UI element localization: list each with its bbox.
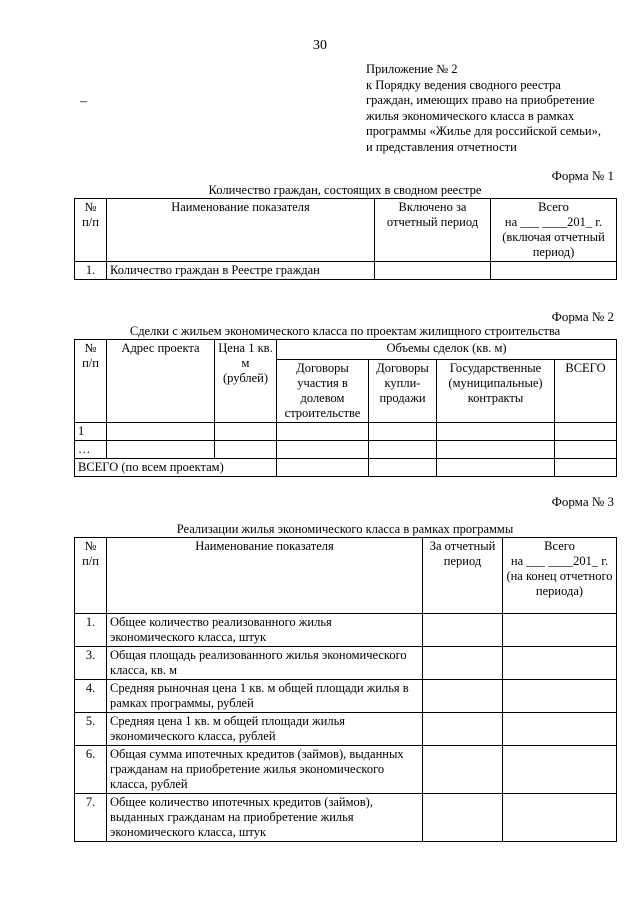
appendix-heading <box>366 62 624 155</box>
row-cell <box>277 423 369 441</box>
row-cell <box>423 794 503 842</box>
row-num: 5. <box>75 713 107 746</box>
row-name: Количество граждан в Реестре граждан <box>107 262 375 280</box>
form1-header-row <box>75 199 617 262</box>
row-num: 3. <box>75 647 107 680</box>
form1-total-date: на ___ ____201_ г. <box>504 215 603 229</box>
row-cell <box>369 423 437 441</box>
form2-col-total: ВСЕГО <box>555 360 617 423</box>
table-row <box>75 713 617 746</box>
form1-total-note: (включая отчетный период) <box>502 230 605 259</box>
row-cell <box>503 647 617 680</box>
appendix-line: граждан, имеющих право на приобретение <box>366 93 595 107</box>
row-cell <box>503 614 617 647</box>
row-cell <box>423 746 503 794</box>
form1-title: Количество граждан, состоящих в сводном реестре <box>208 183 482 197</box>
form3-total-label: Всего <box>544 539 575 553</box>
form2-col-state-contracts: Государственные (муниципальные) контракты <box>437 360 555 423</box>
form3-col-name: Наименование показателя <box>107 538 423 614</box>
form1-col-name: Наименование показателя <box>107 199 375 262</box>
row-cell <box>437 459 555 477</box>
row-cell <box>277 441 369 459</box>
form1-col-included: Включено за отчетный период <box>375 199 491 262</box>
row-cell <box>503 746 617 794</box>
form3-title: Реализации жилья экономического класса в рамках программы <box>176 522 514 536</box>
form2-col-contracts-sale: Договоры купли-продажи <box>369 360 437 423</box>
row-num: 1 <box>75 423 107 441</box>
form3-total-date: на ___ ____201_ г. <box>510 554 609 568</box>
table-row <box>75 680 617 713</box>
form3-col-total <box>503 538 617 614</box>
row-num: 1. <box>75 262 107 280</box>
form2-col-volumes: Объемы сделок (кв. м) <box>277 340 617 360</box>
form3-label: Форма № 3 <box>551 494 614 509</box>
form2-title: Сделки с жильем экономического класса по проектам жилищного строительства <box>129 324 561 338</box>
row-cell <box>437 441 555 459</box>
row-cell <box>369 441 437 459</box>
row-name: Общая сумма ипотечных кредитов (займов), выданных гражданам на приобретение жилья экономического класса, рублей <box>107 746 423 794</box>
row-cell <box>423 614 503 647</box>
row-num: 4. <box>75 680 107 713</box>
form3-col-num: № п/п <box>75 538 107 614</box>
form3-total-note: (на конец отчетного периода) <box>506 569 613 598</box>
row-cell <box>555 423 617 441</box>
row-cell <box>437 423 555 441</box>
form3-header-row <box>75 538 617 614</box>
row-cell <box>555 459 617 477</box>
row-cell <box>107 423 215 441</box>
appendix-line: Приложение № 2 <box>366 62 458 76</box>
appendix-line: к Порядку ведения сводного реестра <box>366 77 561 92</box>
form1-label: Форма № 1 <box>551 168 614 183</box>
table-row <box>75 262 617 280</box>
row-cell <box>107 441 215 459</box>
form2-col-address: Адрес проекта <box>107 340 215 423</box>
form1-table <box>74 198 617 280</box>
appendix-line: программы «Жилье для российской семьи», <box>366 124 601 138</box>
row-name: Общее количество реализованного жилья экономического класса, штук <box>107 614 423 647</box>
row-cell <box>423 680 503 713</box>
form2-total-row <box>75 459 617 477</box>
form1-total-label: Всего <box>538 200 569 214</box>
form2-col-contracts-shared: Договоры участия в долевом строительстве <box>277 360 369 423</box>
row-cell <box>503 794 617 842</box>
form1-col-total <box>491 199 617 262</box>
row-cell <box>423 713 503 746</box>
table-row <box>75 614 617 647</box>
form2-header-row <box>75 340 617 360</box>
table-row <box>75 647 617 680</box>
row-cell <box>555 441 617 459</box>
form2-col-num: № п/п <box>75 340 107 423</box>
form2-table <box>74 339 617 477</box>
row-num: 6. <box>75 746 107 794</box>
appendix-line: и представления отчетности <box>366 139 517 154</box>
row-cell <box>277 459 369 477</box>
row-name: Средняя рыночная цена 1 кв. м общей площади жилья в рамках программы, рублей <box>107 680 423 713</box>
row-name: Средняя цена 1 кв. м общей площади жилья экономического класса, рублей <box>107 713 423 746</box>
row-cell-total <box>491 262 617 280</box>
table-row <box>75 423 617 441</box>
table-row <box>75 441 617 459</box>
table-row <box>75 746 617 794</box>
row-name: Общее количество ипотечных кредитов (займов), выданных гражданам на приобретение жилья экономического класса, штук <box>107 794 423 842</box>
row-num: 7. <box>75 794 107 842</box>
row-cell <box>423 647 503 680</box>
row-cell <box>215 441 277 459</box>
margin-mark: – <box>80 94 87 109</box>
row-cell-included <box>375 262 491 280</box>
row-cell <box>503 713 617 746</box>
row-name: Общая площадь реализованного жилья экономического класса, кв. м <box>107 647 423 680</box>
appendix-line: жилья экономического класса в рамках <box>366 108 575 123</box>
row-cell <box>503 680 617 713</box>
form1-col-num: № п/п <box>75 199 107 262</box>
row-cell <box>215 423 277 441</box>
form2-total-label: ВСЕГО (по всем проектам) <box>75 459 277 477</box>
form2-label: Форма № 2 <box>551 309 614 324</box>
table-row <box>75 794 617 842</box>
row-num: 1. <box>75 614 107 647</box>
form3-table <box>74 537 617 842</box>
page-number: 30 <box>313 38 327 53</box>
row-num: … <box>75 441 107 459</box>
form3-col-period: За отчетный период <box>423 538 503 614</box>
row-cell <box>369 459 437 477</box>
form2-col-price: Цена 1 кв. м (рублей) <box>215 340 277 423</box>
